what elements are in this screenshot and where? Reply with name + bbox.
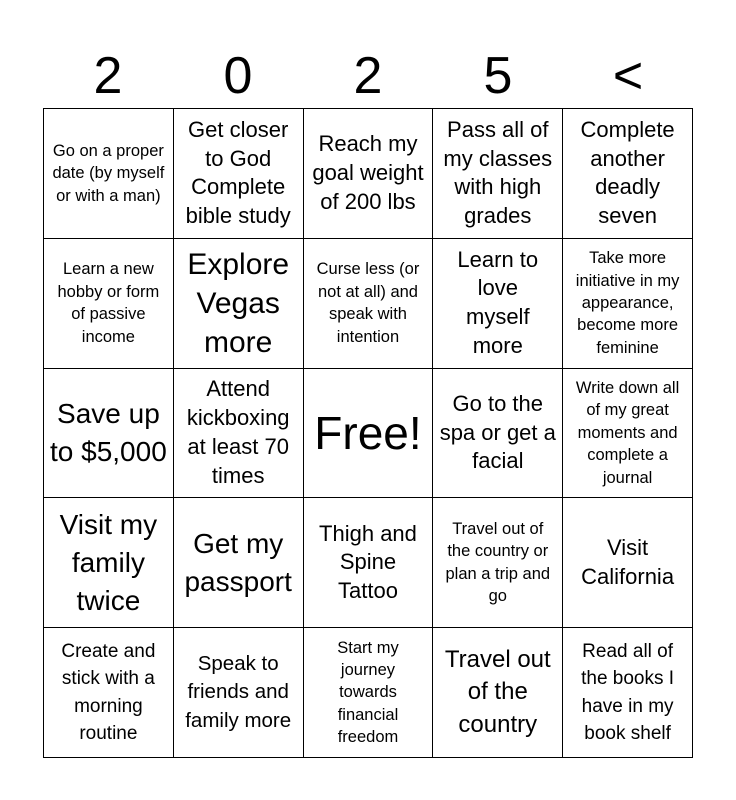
cell-text: Start my journey towards financial freedom <box>337 638 399 747</box>
bingo-cell[interactable] <box>433 109 563 239</box>
bingo-cell[interactable] <box>433 369 563 499</box>
cell-text: Read all of the books I have in my book shelf <box>581 640 675 745</box>
bingo-cell[interactable] <box>563 239 693 369</box>
header-letter: < <box>612 47 644 105</box>
bingo-cell[interactable] <box>44 369 174 499</box>
header-letter: 0 <box>223 47 253 105</box>
free-space[interactable] <box>304 369 434 499</box>
bingo-cell[interactable] <box>174 369 304 499</box>
cell-text: Explore Vegas more <box>187 247 290 359</box>
bingo-cell[interactable] <box>44 498 174 628</box>
bingo-cell[interactable] <box>304 628 434 758</box>
cell-text: Take more initiative in my appearance, become more feminine <box>575 249 680 357</box>
cell-text: Reach my goal weight of 200 lbs <box>312 131 424 214</box>
bingo-cell[interactable] <box>304 109 434 239</box>
cell-text: Travel out of the country or plan a trip and go <box>445 519 551 606</box>
cell-text: Get closer to God Complete bible study <box>185 116 291 229</box>
cell-text: Speak to friends and family more <box>185 651 292 732</box>
bingo-cell[interactable] <box>174 239 304 369</box>
bingo-cell[interactable] <box>433 498 563 628</box>
bingo-cell[interactable] <box>433 628 563 758</box>
bingo-cell[interactable] <box>304 498 434 628</box>
cell-text: Curse less (or not at all) and speak with intention <box>316 260 420 346</box>
bingo-cell[interactable] <box>174 109 304 239</box>
header-letter: 2 <box>93 47 123 105</box>
cell-text: Learn to love myself more <box>457 246 539 358</box>
cell-text: Visit California <box>581 534 675 589</box>
cell-text: Complete another deadly seven <box>580 116 675 229</box>
bingo-cell[interactable] <box>563 109 693 239</box>
cell-text: Attend kickboxing at least 70 times <box>186 376 290 488</box>
bingo-cell[interactable] <box>44 239 174 369</box>
bingo-cell[interactable] <box>563 628 693 758</box>
cell-text: Thigh and Spine Tattoo <box>319 520 417 604</box>
cell-text: Go on a proper date (by myself or with a man) <box>52 141 165 205</box>
cell-text: Write down all of my great moments and complete a journal <box>575 378 680 487</box>
board-header <box>43 44 693 108</box>
bingo-cell[interactable] <box>433 239 563 369</box>
cell-text: Go to the spa or get a facial <box>439 390 556 474</box>
bingo-cell[interactable] <box>44 109 174 239</box>
bingo-cell[interactable] <box>174 498 304 628</box>
cell-text: Get my passport <box>184 527 292 597</box>
cell-text: Create and stick with a morning routine <box>61 640 156 745</box>
bingo-cell[interactable] <box>44 628 174 758</box>
bingo-cell[interactable] <box>563 369 693 499</box>
cell-text: Learn a new hobby or form of passive income <box>57 260 160 346</box>
free-space-label: Free! <box>314 406 422 459</box>
cell-text: Save up to $5,000 <box>50 397 167 467</box>
header-letter: 2 <box>353 47 383 105</box>
cell-text: Visit my family twice <box>59 508 158 616</box>
cell-text: Travel out of the country <box>444 645 551 738</box>
bingo-grid <box>43 108 693 758</box>
bingo-cell[interactable] <box>563 498 693 628</box>
bingo-cell[interactable] <box>304 239 434 369</box>
cell-text: Pass all of my classes with high grades <box>443 116 553 229</box>
header-letter: 5 <box>483 47 513 105</box>
bingo-cell[interactable] <box>174 628 304 758</box>
